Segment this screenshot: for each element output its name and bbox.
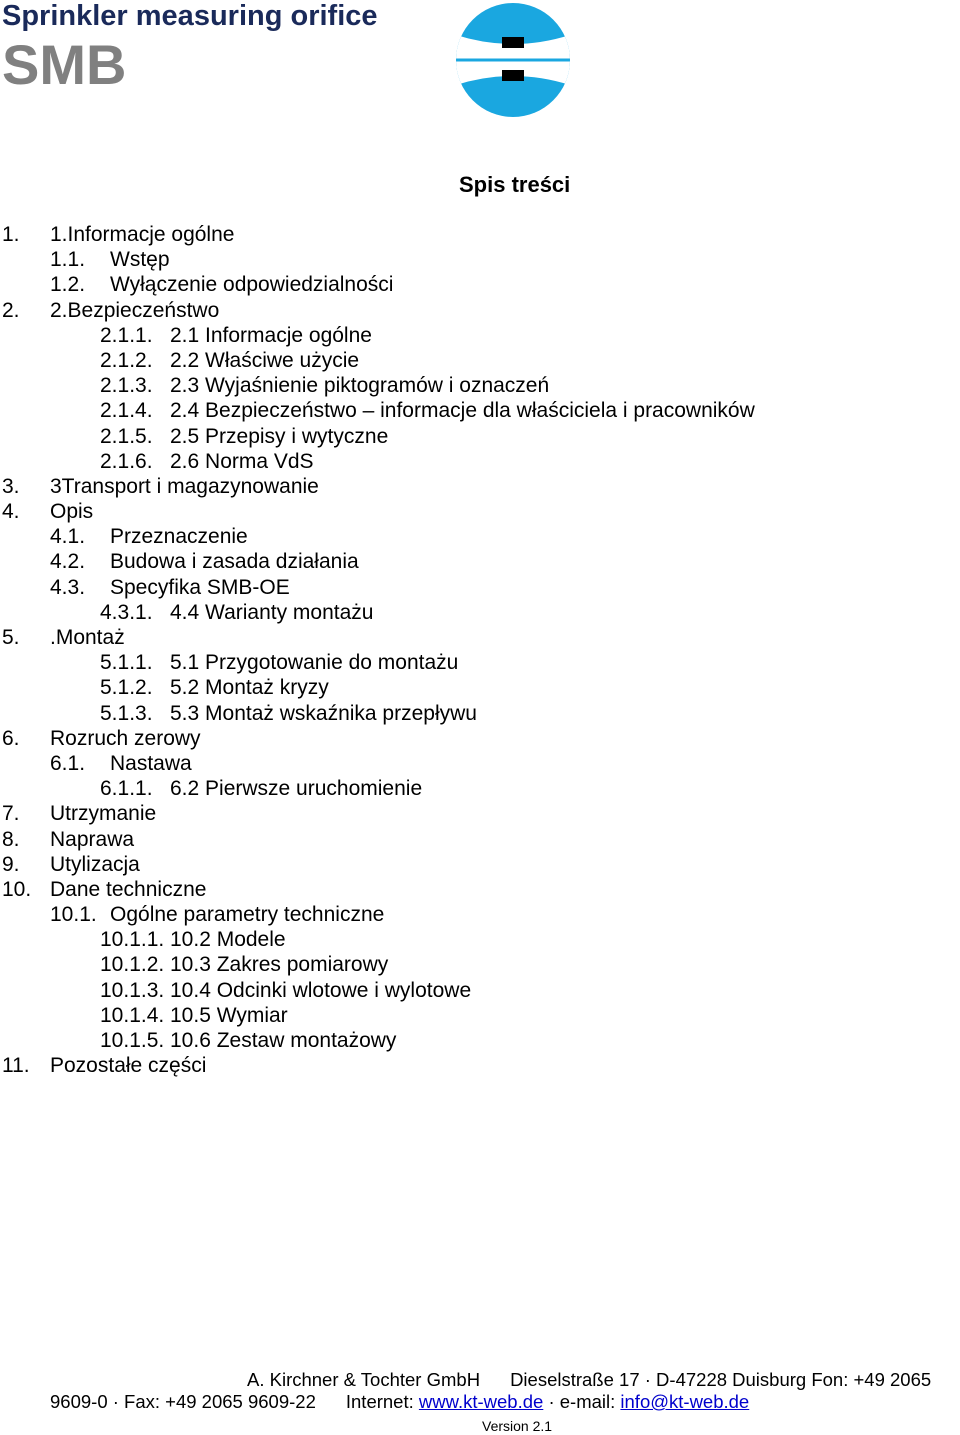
- toc-entry: [0, 726, 960, 751]
- toc-entry: [0, 398, 960, 423]
- toc-entry-text: 3Transport i magazynowanie: [50, 474, 319, 498]
- toc-entry-number: 4.1.: [50, 525, 86, 549]
- website-link[interactable]: www.kt-web.de: [418, 1391, 544, 1412]
- toc-entry: [0, 952, 960, 977]
- toc-entry: [0, 474, 960, 499]
- toc-entry-number: 11.: [2, 1054, 30, 1078]
- toc-entry-number: 7.: [2, 802, 20, 826]
- toc-entry-text: Utrzymanie: [50, 802, 157, 826]
- toc-entry-number: 10.1.4.: [100, 1003, 165, 1027]
- footer-line-2: [50, 1391, 749, 1413]
- toc-entry-text: 2.1 Informacje ogólne: [170, 323, 372, 347]
- phone-fax: 9609-0 · Fax: +49 2065 9609-22: [50, 1391, 316, 1412]
- toc-entry: [0, 373, 960, 398]
- company-name: A. Kirchner & Tochter GmbH: [247, 1369, 481, 1390]
- toc-entry-text: Specyfika SMB-OE: [110, 575, 290, 599]
- toc-entry-number: 4.3.1.: [100, 600, 153, 624]
- toc-entry-number: 2.1.6.: [100, 449, 153, 473]
- toc-entry-number: 6.: [2, 726, 20, 750]
- toc-entry: [0, 927, 960, 952]
- table-of-contents: [0, 222, 960, 1078]
- toc-entry-number: 5.: [2, 626, 20, 649]
- toc-entry-number: 1.: [2, 223, 20, 246]
- toc-entry: [0, 499, 960, 524]
- toc-entry-text: 2.3 Wyjaśnienie piktogramów i oznaczeń: [170, 374, 550, 398]
- toc-entry-text: 2.4 Bezpieczeństwo – informacje dla właściciela i pracowników: [170, 399, 755, 423]
- toc-entry-number: 10.1.5.: [100, 1029, 165, 1052]
- toc-entry: [0, 424, 960, 449]
- toc-entry-text: 6.2 Pierwsze uruchomienie: [170, 777, 423, 801]
- toc-entry-text: 2.5 Przepisy i wytyczne: [170, 424, 389, 448]
- toc-entry: [0, 272, 960, 297]
- orifice-logo-icon: [453, 0, 573, 120]
- toc-entry: [0, 877, 960, 902]
- toc-entry-text: 2.2 Właściwe użycie: [170, 348, 360, 372]
- toc-entry: [0, 1028, 960, 1053]
- toc-entry-text: Dane techniczne: [50, 877, 207, 901]
- toc-entry-text: 4.4 Warianty montażu: [170, 600, 374, 624]
- toc-entry-text: 5.1 Przygotowanie do montażu: [170, 651, 459, 675]
- toc-entry: [0, 323, 960, 348]
- toc-entry-text: 10.4 Odcinki wlotowe i wylotowe: [170, 978, 472, 1002]
- toc-entry-text: 1.Informacje ogólne: [50, 223, 235, 246]
- toc-entry-number: 6.1.: [50, 751, 86, 775]
- toc-entry-number: 1.2.: [50, 273, 86, 297]
- toc-entry-number: 2.1.4.: [100, 399, 153, 423]
- toc-entry: [0, 852, 960, 877]
- toc-entry-text: Naprawa: [50, 827, 135, 851]
- toc-entry: [0, 222, 960, 247]
- toc-entry: [0, 625, 960, 650]
- toc-entry-number: 10.1.3.: [100, 978, 165, 1002]
- toc-entry-text: Opis: [50, 500, 94, 524]
- toc-entry-number: 2.1.2.: [100, 348, 153, 372]
- toc-entry: [0, 801, 960, 826]
- document-title: Sprinkler measuring orifice: [2, 0, 378, 32]
- toc-entry: [0, 600, 960, 625]
- toc-entry-number: 4.2.: [50, 550, 86, 574]
- email-link[interactable]: info@kt-web.de: [620, 1391, 750, 1412]
- toc-entry: [0, 978, 960, 1003]
- toc-entry-number: 10.1.2.: [100, 953, 165, 977]
- toc-entry: [0, 675, 960, 700]
- toc-entry: [0, 524, 960, 549]
- toc-entry: [0, 650, 960, 675]
- toc-entry-text: 2.6 Norma VdS: [170, 449, 314, 473]
- toc-entry-number: 4.: [2, 500, 20, 524]
- toc-entry-number: 9.: [2, 852, 20, 876]
- toc-entry-number: 2.1.5.: [100, 424, 153, 448]
- brand-name: SMB: [2, 33, 127, 96]
- toc-entry-text: Budowa i zasada działania: [110, 550, 359, 574]
- toc-entry-text: Przeznaczenie: [110, 525, 248, 549]
- toc-entry-text: Pozostałe części: [50, 1054, 207, 1078]
- toc-entry: [0, 1053, 960, 1078]
- toc-entry: [0, 449, 960, 474]
- toc-entry-number: 2.1.1.: [100, 323, 153, 347]
- toc-entry: [0, 1003, 960, 1028]
- toc-entry: [0, 348, 960, 373]
- toc-entry-text: Wyłączenie odpowiedzialności: [110, 273, 394, 297]
- toc-entry-text: 2.Bezpieczeństwo: [50, 298, 220, 322]
- toc-entry: [0, 776, 960, 801]
- toc-entry-number: 8.: [2, 827, 20, 851]
- toc-entry-number: 10.1.: [50, 903, 97, 927]
- toc-entry: [0, 247, 960, 272]
- toc-entry-text: Utylizacja: [50, 852, 140, 876]
- toc-entry-number: 1.1.: [50, 248, 86, 272]
- toc-entry-text: 10.6 Zestaw montażowy: [170, 1029, 397, 1052]
- toc-entry-text: 10.2 Modele: [170, 928, 286, 952]
- toc-entry-number: 10.: [2, 877, 32, 901]
- toc-entry-text: .Montaż: [50, 626, 125, 649]
- toc-entry-number: 5.1.3.: [100, 701, 153, 725]
- footer-line-1: [247, 1369, 931, 1391]
- toc-entry-number: 2.: [2, 298, 20, 322]
- toc-entry-number: 2.1.3.: [100, 374, 153, 398]
- toc-entry: [0, 827, 960, 852]
- toc-entry-text: Wstęp: [110, 248, 170, 272]
- toc-entry: [0, 549, 960, 574]
- company-address: Dieselstraße 17 · D-47228 Duisburg Fon: +49 2065: [510, 1369, 932, 1390]
- email-label: · e-mail:: [548, 1391, 616, 1412]
- version-label: Version 2.1: [482, 1418, 553, 1434]
- internet-label: Internet:: [345, 1391, 414, 1412]
- toc-entry: [0, 701, 960, 726]
- toc-entry-number: 5.1.2.: [100, 676, 153, 700]
- toc-entry: [0, 751, 960, 776]
- toc-entry: [0, 298, 960, 323]
- toc-entry: [0, 575, 960, 600]
- toc-entry-number: 5.1.1.: [100, 651, 153, 675]
- toc-entry-text: 10.3 Zakres pomiarowy: [170, 953, 389, 977]
- toc-entry-number: 4.3.: [50, 575, 86, 599]
- toc-entry-text: 10.5 Wymiar: [170, 1003, 288, 1027]
- toc-entry-text: 5.2 Montaż kryzy: [170, 676, 329, 700]
- toc-entry-number: 3.: [2, 474, 20, 498]
- toc-entry: [0, 902, 960, 927]
- toc-entry-number: 10.1.1.: [100, 928, 165, 952]
- toc-entry-number: 6.1.1.: [100, 777, 153, 801]
- toc-entry-text: Rozruch zerowy: [50, 726, 201, 750]
- toc-heading: Spis treści: [459, 172, 571, 197]
- toc-entry-text: Ogólne parametry techniczne: [110, 903, 385, 927]
- toc-entry-text: 5.3 Montaż wskaźnika przepływu: [170, 701, 477, 725]
- toc-entry-text: Nastawa: [110, 751, 192, 775]
